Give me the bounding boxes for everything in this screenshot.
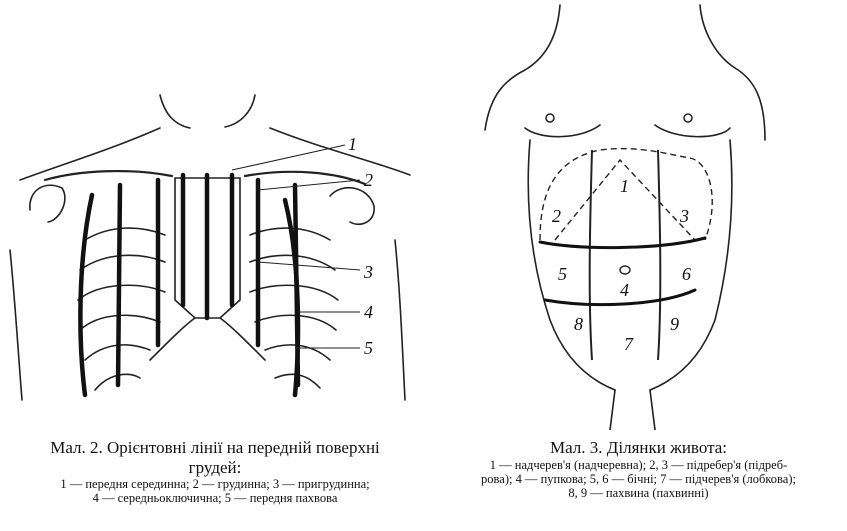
midclavicular-line-left (118, 185, 120, 385)
region-label-4: 4 (620, 280, 629, 300)
region-label-9: 9 (670, 314, 679, 334)
figure-2-title-line2: грудей: (188, 457, 242, 477)
line-label-3: 3 (364, 262, 373, 282)
region-label-2: 2 (552, 206, 561, 226)
right-vertical-line (658, 150, 660, 360)
line-label-4: 4 (364, 302, 373, 322)
figure-3-legend-line3: 8, 9 — пахвина (пахвинні) (568, 486, 709, 501)
region-label-7: 7 (624, 334, 633, 354)
upper-horizontal-line (540, 238, 705, 248)
chest-orientation-lines-illustration (0, 0, 430, 430)
region-label-6: 6 (682, 264, 691, 284)
navel (620, 266, 630, 274)
region-label-5: 5 (558, 264, 567, 284)
line-label-5: 5 (364, 338, 373, 358)
figure-2-caption (0, 438, 430, 506)
region-label-3: 3 (680, 206, 689, 226)
line-label-1: 1 (348, 134, 357, 154)
figure-2-legend-line1: 1 — передня серединна; 2 — грудинна; 3 — пригрудинна; (60, 477, 370, 492)
left-nipple (546, 114, 554, 122)
region-label-8: 8 (574, 314, 583, 334)
left-vertical-line (590, 150, 592, 360)
figure-3-title: Мал. 3. Ділянки живота: (549, 438, 728, 457)
figure-3-legend-line1: 1 — надчерев'я (надчеревна); 2, 3 — підребер'я (підреб- (489, 457, 788, 472)
line-label-2: 2 (364, 170, 373, 190)
figure-2-legend-line2: 4 — середньоключична; 5 — передня пахвова (92, 491, 338, 506)
right-nipple (684, 114, 692, 122)
figure-2-title-line1: Мал. 2. Орієнтовні лінії на передній поверхні (50, 438, 380, 457)
figure-3-caption (430, 438, 847, 501)
region-label-1: 1 (620, 176, 629, 196)
figure-3-legend-line2: рова); 4 — пупкова; 5, 6 — бічні; 7 — підчерев'я (лобкова); (481, 471, 796, 486)
abdominal-regions-illustration (430, 0, 847, 430)
